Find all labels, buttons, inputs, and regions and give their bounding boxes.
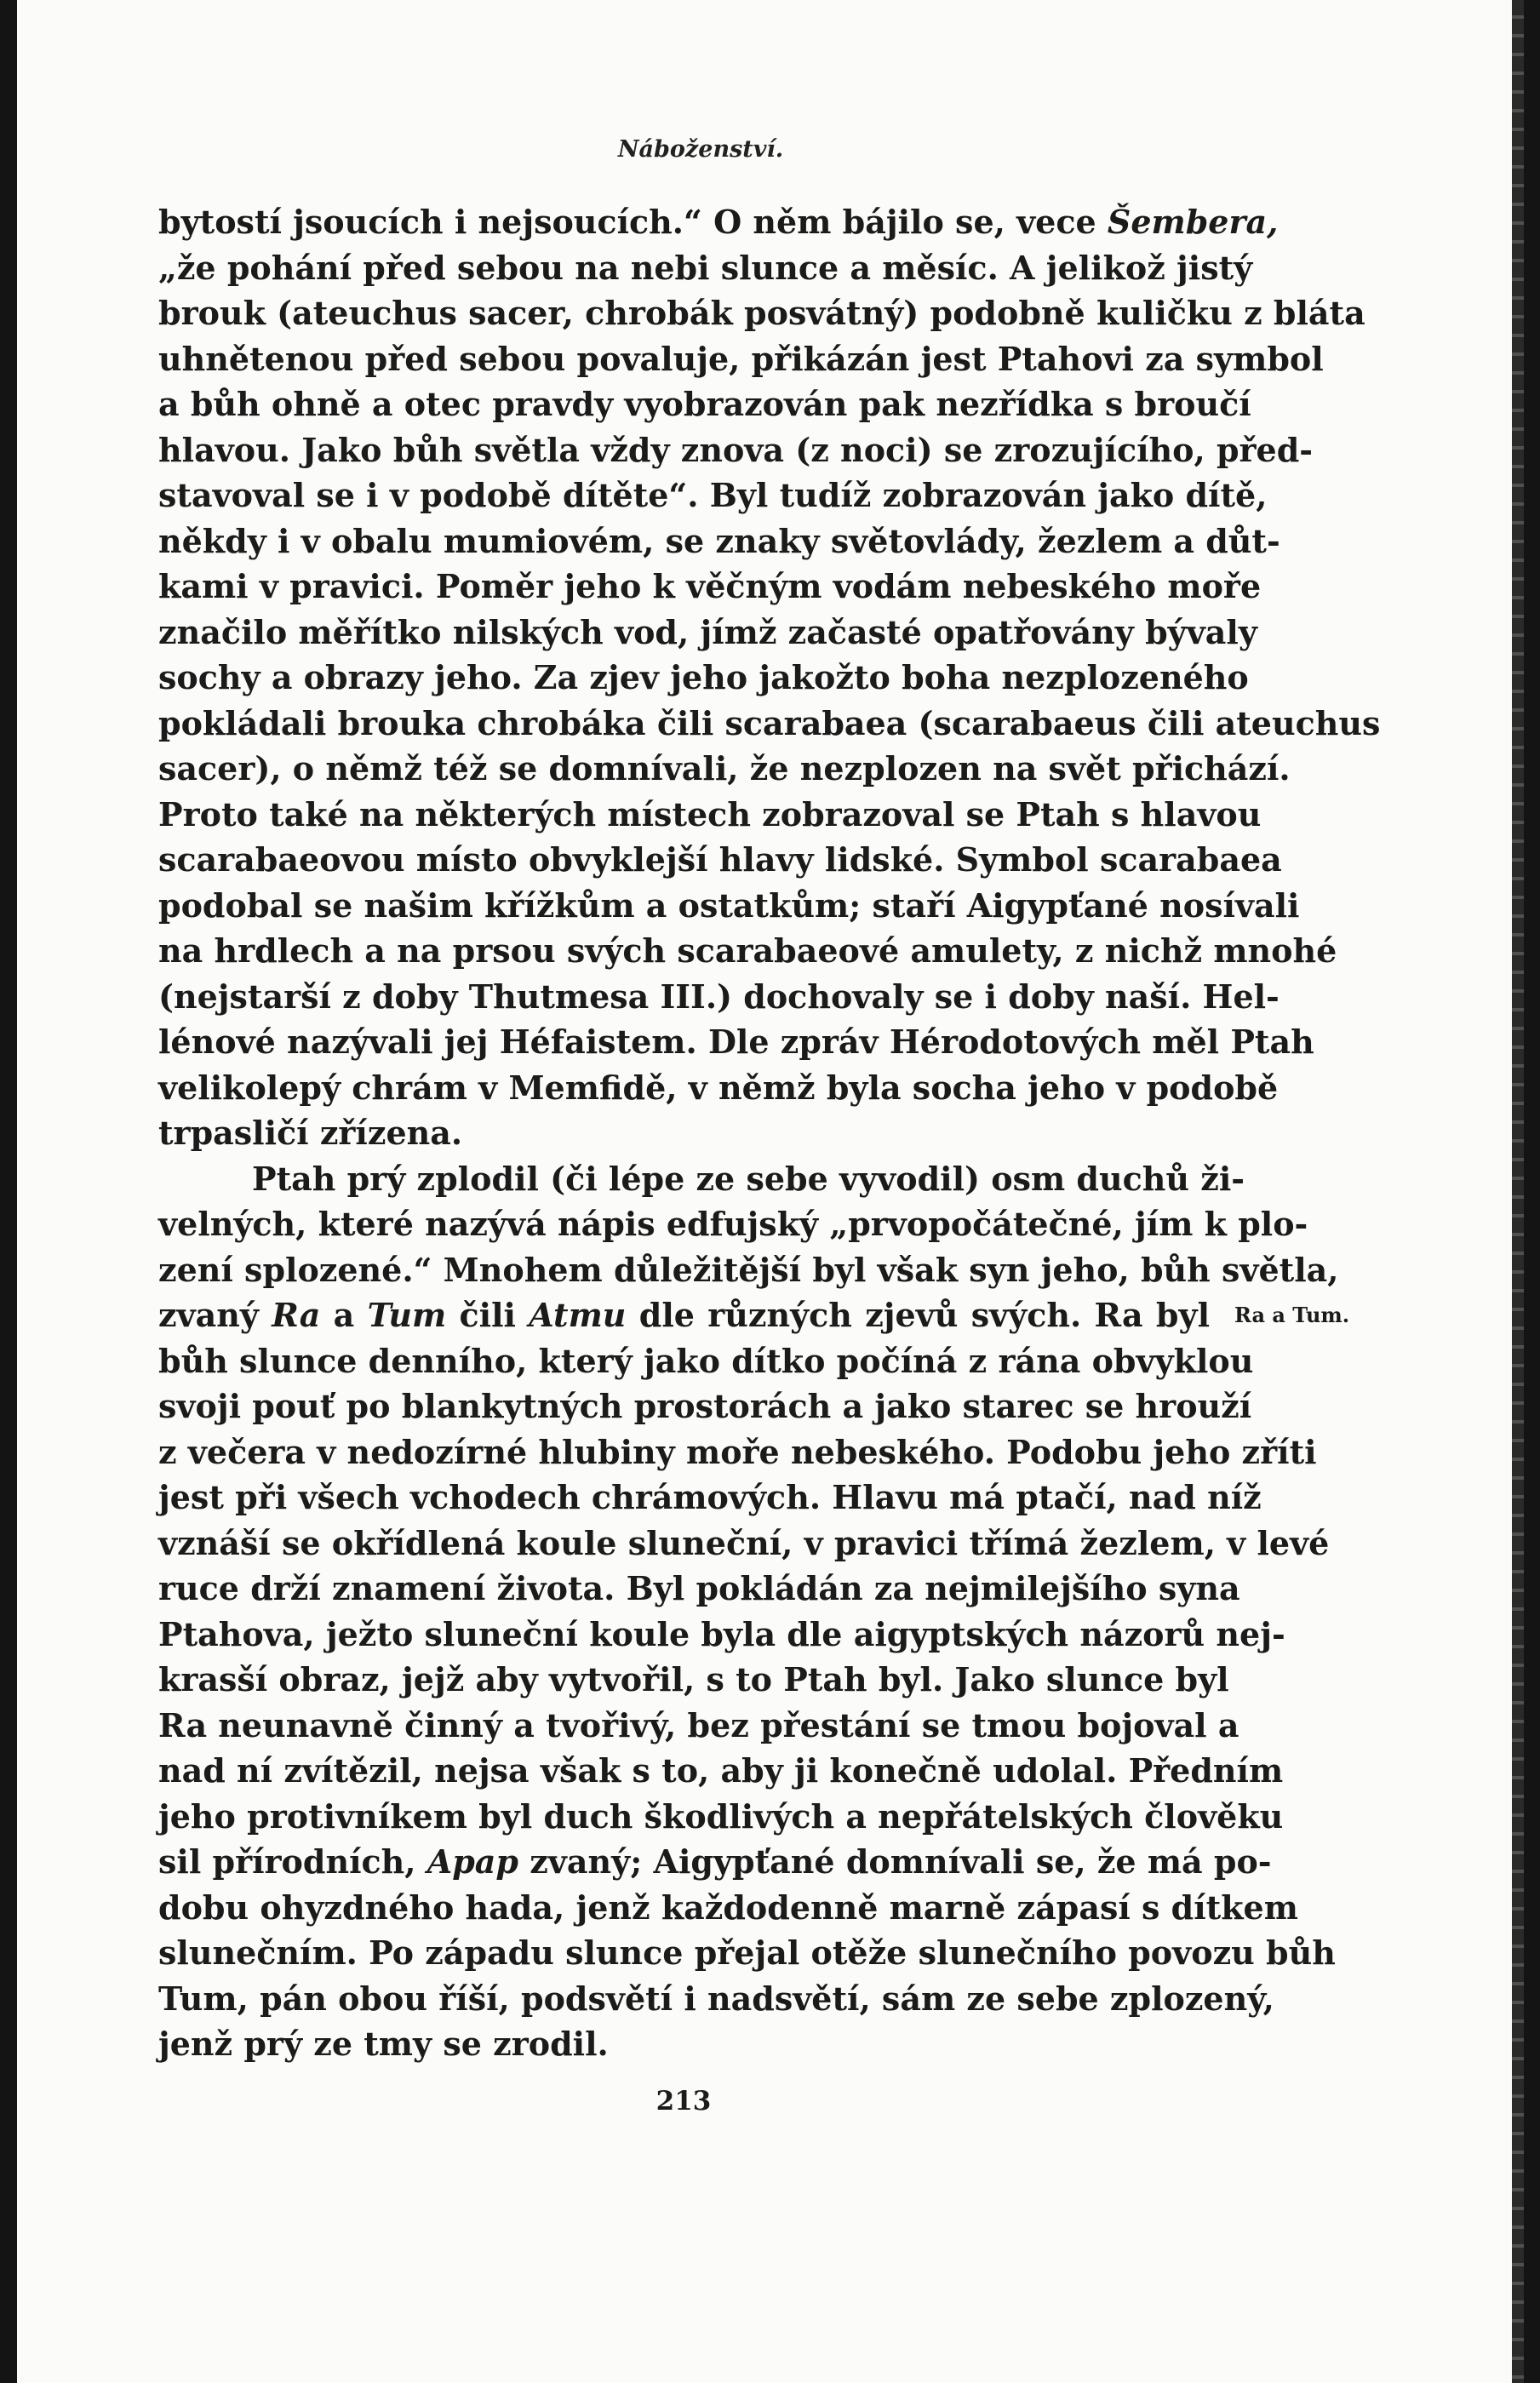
text-line: dobu ohyzdného hada, jenž každodenně marně zápasí s dítkem <box>158 1887 1298 1927</box>
text-line: lénové nazývali jej Héfaistem. Dle zpráv Hérodotových měl Ptah <box>158 1023 1314 1061</box>
text-line: (nejstarší z doby Thutmesa III.) dochovaly se i doby naší. Hel- <box>158 977 1280 1016</box>
text-line: velných, které nazývá nápis edfujský „prvopočátečné, jím k plo- <box>158 1205 1308 1243</box>
text-line: jeho protivníkem byl duch škodlivých a nepřátelských člověku <box>158 1796 1284 1836</box>
text-line: uhnětenou před sebou povaluje, přikázán jest Ptahovi za symbol <box>158 339 1324 378</box>
text-line: stavoval se i v podobě dítěte“. Byl tudíž zobrazován jako dítě, <box>158 476 1268 514</box>
text-line: hlavou. Jako bůh světla vždy znova (z noci) se zrozujícího, před- <box>158 430 1314 469</box>
text-line: vznáší se okřídlená koule sluneční, v pravici třímá žezlem, v levé <box>158 1523 1330 1562</box>
text-line: zení splozené.“ Mnohem důležitější byl však syn jeho, bůh světla, <box>158 1250 1339 1289</box>
text-line: bytostí jsoucích i nejsoucích.“ O něm bájilo se, vece Šembera, <box>158 203 1279 241</box>
text-line: sacer), o němž též se domnívali, že nezplozen na svět přichází. <box>158 749 1291 788</box>
text-line: „že pohání před sebou na nebi slunce a měsíc. A jelikož jistý <box>158 248 1253 287</box>
text-line: někdy i v obalu mumiovém, se znaky světovlády, žezlem a důt- <box>158 521 1280 560</box>
italic-name: Apap <box>427 1842 518 1881</box>
text-line: Tum, pán obou říší, podsvětí i nadsvětí, sám ze sebe zplozený, <box>158 1979 1274 2018</box>
text-line: kami v pravici. Poměr jeho k věčným vodám nebeského moře <box>158 567 1262 605</box>
text-line: slunečním. Po západu slunce přejal otěže slunečního povozu bůh <box>158 1933 1336 1972</box>
text-line: sochy a obrazy jeho. Za zjev jeho jakožto boha nezplozeného <box>158 658 1249 696</box>
body-text <box>158 199 1381 2067</box>
text-line: podobal se našim křížkům a ostatkům; staří Aigypťané nosívali <box>158 885 1300 925</box>
text-line: zvaný Ra a Tum čili Atmu dle různých zjevů svých. Ra byl <box>158 1296 1211 1334</box>
text-line: z večera v nedozírné hlubiny moře nebeského. Podobu jeho zříti <box>158 1432 1317 1471</box>
page-edge-shadow <box>1512 0 1524 2383</box>
text-line: Proto také na některých místech zobrazoval se Ptah s hlavou <box>158 794 1262 833</box>
text-line: sil přírodních, Apap zvaný; Aigypťané domnívali se, že má po- <box>158 1842 1272 1881</box>
text-line: ruce drží znamení života. Byl pokládán za nejmilejšího syna <box>158 1569 1240 1607</box>
text-line: svoji pouť po blankytných prostorách a jako starec se hrouží <box>158 1387 1252 1425</box>
text-line: krasší obraz, jejž aby vytvořil, s to Ptah byl. Jako slunce byl <box>158 1660 1229 1698</box>
text-line: značilo měřítko nilských vod, jímž začasté opatřovány bývaly <box>158 612 1257 651</box>
page-number: 213 <box>656 2086 712 2117</box>
text-line: Ra neunavně činný a tvořivý, bez přestání se tmou bojoval a <box>158 1705 1239 1744</box>
text-line: nad ní zvítězil, nejsa však s to, aby ji konečně udolal. Předním <box>158 1751 1284 1790</box>
running-head: Náboženství. <box>617 136 784 163</box>
italic-name: Šembera, <box>1107 203 1279 241</box>
text-line: jest při všech vchodech chrámových. Hlavu má ptačí, nad níž <box>158 1478 1262 1516</box>
text-line: bůh slunce denního, který jako dítko počíná z rána obvyklou <box>158 1341 1254 1380</box>
italic-name: Atmu <box>529 1296 627 1334</box>
text-line: na hrdlech a na prsou svých scarabaeové amulety, z nichž mnohé <box>158 931 1337 970</box>
text-line: trpasličí zřízena. <box>158 1114 463 1152</box>
text-line: pokládali brouka chrobáka čili scarabaea (scarabaeus čili ateuchus <box>158 703 1381 742</box>
text-line: velikolepý chrám v Memfidě, v němž byla socha jeho v podobě <box>158 1068 1279 1107</box>
text-line: Ptahova, ježto sluneční koule byla dle aigyptských názorů nej- <box>158 1614 1285 1653</box>
margin-note: Ra a Tum. <box>1234 1303 1350 1327</box>
italic-name: Tum <box>367 1296 447 1334</box>
text-line-paragraph-start: Ptah prý zplodil (či lépe ze sebe vyvodil) osm duchů ži- <box>252 1159 1245 1198</box>
text-line: a bůh ohně a otec pravdy vyobrazován pak nezřídka s broučí <box>158 385 1251 423</box>
text-line: brouk (ateuchus sacer, chrobák posvátný) podobně kuličku z bláta <box>158 294 1365 332</box>
text-line: scarabaeovou místo obvyklejší hlavy lidské. Symbol scarabaea <box>158 840 1282 879</box>
book-page <box>17 0 1524 2383</box>
text-line: jenž prý ze tmy se zrodil. <box>158 2025 609 2063</box>
italic-name: Ra <box>272 1296 321 1334</box>
